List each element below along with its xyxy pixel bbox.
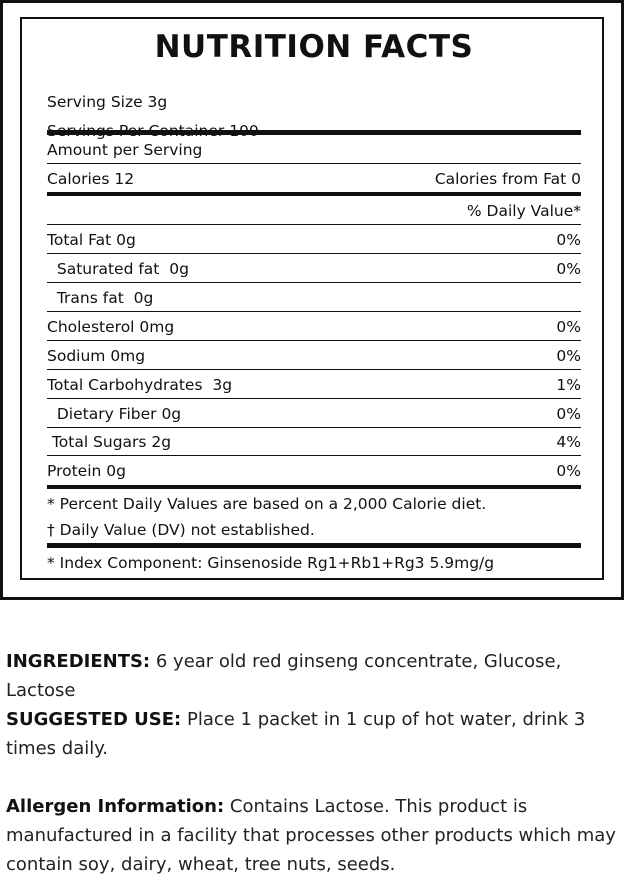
suggested-use-label: SUGGESTED USE: xyxy=(6,709,182,730)
footnote-row xyxy=(47,490,581,519)
daily-value-header: % Daily Value* xyxy=(466,202,581,220)
nutrient-label: Total Carbohydrates 3g xyxy=(47,376,233,394)
footnote-daily-values: * Percent Daily Values are based on a 2,000 Calorie diet. xyxy=(47,495,487,513)
panel-title: NUTRITION FACTS xyxy=(154,29,474,65)
nutrient-dv: 0% xyxy=(556,347,581,365)
nutrient-dv: 0% xyxy=(556,231,581,249)
thick-divider xyxy=(47,485,581,489)
thick-divider xyxy=(47,543,581,548)
nutrient-row xyxy=(47,313,581,342)
nutrient-dv: 0% xyxy=(556,318,581,336)
index-component-row xyxy=(47,549,581,578)
footnote-row xyxy=(47,516,581,545)
footnote-dv-not-established: † Daily Value (DV) not established. xyxy=(47,521,315,539)
allergen-text: Contains Lactose. This product is manufactured in a facility that processes other products which may contain soy, dairy, wheat, tree nuts, seeds. xyxy=(6,796,616,875)
nutrient-row xyxy=(47,342,581,371)
nutrient-label: Total Fat 0g xyxy=(47,231,136,249)
thick-divider xyxy=(47,130,581,135)
ingredients-section xyxy=(6,647,618,705)
divider xyxy=(47,253,581,254)
suggested-use-section xyxy=(6,705,618,763)
nutrient-row xyxy=(47,400,581,429)
divider xyxy=(47,398,581,399)
nutrient-row xyxy=(47,371,581,400)
nutrient-label: Trans fat 0g xyxy=(47,289,154,307)
serving-size: Serving Size 3g xyxy=(47,93,168,111)
suggested-use-text: Place 1 packet in 1 cup of hot water, drink 3 times daily. xyxy=(6,709,586,759)
nutrient-dv: 0% xyxy=(556,405,581,423)
nutrient-label: Saturated fat 0g xyxy=(47,260,189,278)
divider xyxy=(47,369,581,370)
divider xyxy=(47,311,581,312)
allergen-section xyxy=(6,792,618,879)
nutrient-dv: 1% xyxy=(556,376,581,394)
nutrient-label: Total Sugars 2g xyxy=(47,433,172,451)
divider xyxy=(47,282,581,283)
calories: Calories 12 xyxy=(47,170,135,188)
nutrient-row xyxy=(47,226,581,255)
ingredients-text: 6 year old red ginseng concentrate, Glucose, Lactose xyxy=(6,651,562,701)
nutrient-dv: 0% xyxy=(556,260,581,278)
divider xyxy=(47,455,581,456)
nutrient-label: Protein 0g xyxy=(47,462,126,480)
nutrient-row xyxy=(47,457,581,486)
nutrient-row xyxy=(47,284,581,313)
ingredients-label: INGREDIENTS: xyxy=(6,651,151,672)
daily-value-header-row xyxy=(47,197,581,226)
nutrient-row xyxy=(47,428,581,457)
divider xyxy=(47,224,581,225)
thick-divider xyxy=(47,192,581,196)
index-component: * Index Component: Ginsenoside Rg1+Rb1+Rg3 5.9mg/g xyxy=(47,554,495,572)
divider xyxy=(47,163,581,164)
nutrient-dv: 0% xyxy=(556,462,581,480)
nutrient-label: Sodium 0mg xyxy=(47,347,146,365)
allergen-label: Allergen Information: xyxy=(6,796,225,817)
nutrient-row xyxy=(47,255,581,284)
divider xyxy=(47,340,581,341)
calories-row xyxy=(47,165,581,194)
nutrient-label: Dietary Fiber 0g xyxy=(47,405,182,423)
nutrient-label: Cholesterol 0mg xyxy=(47,318,175,336)
nutrient-dv: 4% xyxy=(556,433,581,451)
nutrition-facts-panel xyxy=(20,17,604,580)
amount-per-serving-row xyxy=(47,136,581,165)
amount-per-serving: Amount per Serving xyxy=(47,141,203,159)
calories-from-fat: Calories from Fat 0 xyxy=(434,170,581,188)
